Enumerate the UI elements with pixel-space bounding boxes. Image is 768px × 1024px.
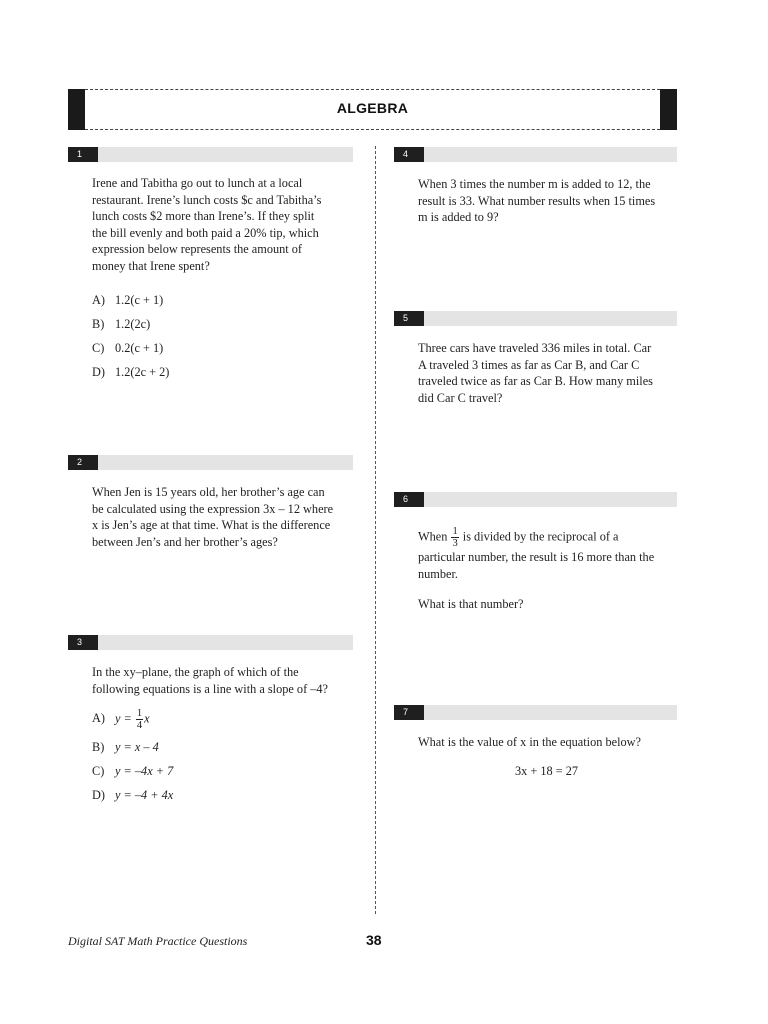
question-3-line: following equations is a line with a slope of –4? — [92, 681, 328, 696]
question-1-bar — [68, 147, 353, 162]
question-5-bar — [394, 311, 677, 326]
question-6-line: particular number, the result is 16 more than the — [418, 550, 655, 564]
question-6-line: number. — [418, 566, 458, 581]
question-6-bar — [394, 492, 677, 507]
choice-label: C) — [92, 764, 105, 778]
question-5-number: 5 — [394, 311, 424, 326]
question-1-line: restaurant. Irene’s lunch costs $c and Tabitha’s — [92, 192, 322, 207]
choice-label: D) — [92, 365, 105, 379]
question-1-choice-d[interactable] — [92, 364, 169, 380]
column-divider — [375, 146, 376, 914]
question-1-number: 1 — [68, 147, 98, 162]
question-7-equation: 3x + 18 = 27 — [515, 764, 579, 778]
choice-text: 1.2(2c + 2) — [115, 365, 170, 379]
question-1-text — [92, 175, 362, 275]
choice-prefix: y = — [115, 711, 132, 726]
question-7-line: What is the value of x in the equation below? — [418, 735, 641, 749]
choice-suffix: x — [144, 711, 150, 726]
question-3-choice-d[interactable] — [92, 787, 173, 803]
choice-text: 1.2(c + 1) — [115, 293, 164, 307]
question-4-number: 4 — [394, 147, 424, 162]
question-5-line: traveled twice as far as Car B. How many miles — [418, 374, 653, 389]
question-5-text — [418, 340, 683, 406]
choice-label: B) — [92, 740, 105, 754]
choice-label: A) — [92, 293, 105, 307]
question-5-line: did Car C travel? — [418, 390, 503, 405]
question-1-line: the bill evenly and both paid a 20% tip, which — [92, 225, 319, 240]
header-right-block — [660, 89, 677, 130]
question-6-rest: is divided by the reciprocal of a — [462, 529, 619, 544]
question-3-choice-c[interactable] — [92, 763, 173, 779]
question-4-line: When 3 times the number m is added to 12, the — [418, 177, 651, 191]
question-1-line: Irene and Tabitha go out to lunch at a local — [92, 176, 303, 190]
header-top-dashes — [85, 89, 660, 90]
choice-text: y = x – 4 — [115, 740, 159, 754]
question-2-bar — [68, 455, 353, 470]
question-6-intro: When — [418, 529, 448, 544]
question-7-text — [418, 734, 683, 751]
question-4-text — [418, 176, 683, 226]
question-1-choice-a[interactable] — [92, 292, 163, 308]
fraction — [451, 526, 458, 549]
question-6-line: What is that number? — [418, 597, 524, 612]
question-4-bar — [394, 147, 677, 162]
choice-label: D) — [92, 788, 105, 802]
question-7-bar — [394, 705, 677, 720]
question-6-number: 6 — [394, 492, 424, 507]
fraction-denominator: 3 — [452, 538, 458, 549]
question-1-choice-b[interactable] — [92, 316, 150, 332]
footer-book-title: Digital SAT Math Practice Questions — [68, 934, 248, 948]
section-title: ALGEBRA — [336, 100, 409, 116]
fraction-denominator: 4 — [136, 720, 143, 731]
question-2-line: When Jen is 15 years old, her brother’s age can — [92, 485, 325, 499]
fraction-numerator: 1 — [452, 526, 458, 537]
question-6-line — [418, 526, 683, 549]
question-7-number: 7 — [394, 705, 424, 720]
question-3-number: 3 — [68, 635, 98, 650]
question-4-line: result is 33. What number results when 15 times — [418, 193, 656, 208]
question-5-line: A traveled 3 times as far as Car B, and Car C — [418, 357, 640, 372]
question-1-choice-c[interactable] — [92, 340, 163, 356]
fraction — [136, 708, 143, 731]
fraction-numerator: 1 — [136, 708, 143, 719]
question-3-choice-b[interactable] — [92, 739, 159, 755]
choice-label: C) — [92, 341, 105, 355]
question-3-line: In the xy–plane, the graph of which of the — [92, 665, 299, 679]
question-4-line: m is added to 9? — [418, 210, 499, 225]
question-1-line: money that Irene spent? — [92, 258, 210, 273]
choice-text: 0.2(c + 1) — [115, 341, 164, 355]
header-bottom-dashes — [85, 129, 660, 130]
question-5-line: Three cars have traveled 336 miles in total. Car — [418, 341, 652, 355]
choice-text: y = –4x + 7 — [115, 764, 174, 778]
page-number: 38 — [366, 932, 382, 948]
question-3-text — [92, 664, 362, 697]
question-1-line: expression below represents the amount of — [92, 242, 303, 257]
question-2-text — [92, 484, 362, 550]
question-6-text — [418, 526, 683, 613]
choice-text: y = –4 + 4x — [115, 788, 174, 802]
question-2-number: 2 — [68, 455, 98, 470]
question-2-line: between Jen’s and her brother’s ages? — [92, 534, 278, 549]
question-2-line: x is Jen’s age at that time. What is the difference — [92, 518, 331, 533]
section-header — [68, 89, 677, 130]
question-2-line: be calculated using the expression 3x – 12 where — [92, 501, 334, 516]
question-1-line: lunch costs $2 more than Irene’s. If they split — [92, 209, 315, 224]
question-3-bar — [68, 635, 353, 650]
question-3-choice-a[interactable] — [92, 708, 150, 731]
choice-text: 1.2(2c) — [115, 317, 151, 331]
choice-label: A) — [92, 711, 105, 726]
choice-label: B) — [92, 317, 105, 331]
